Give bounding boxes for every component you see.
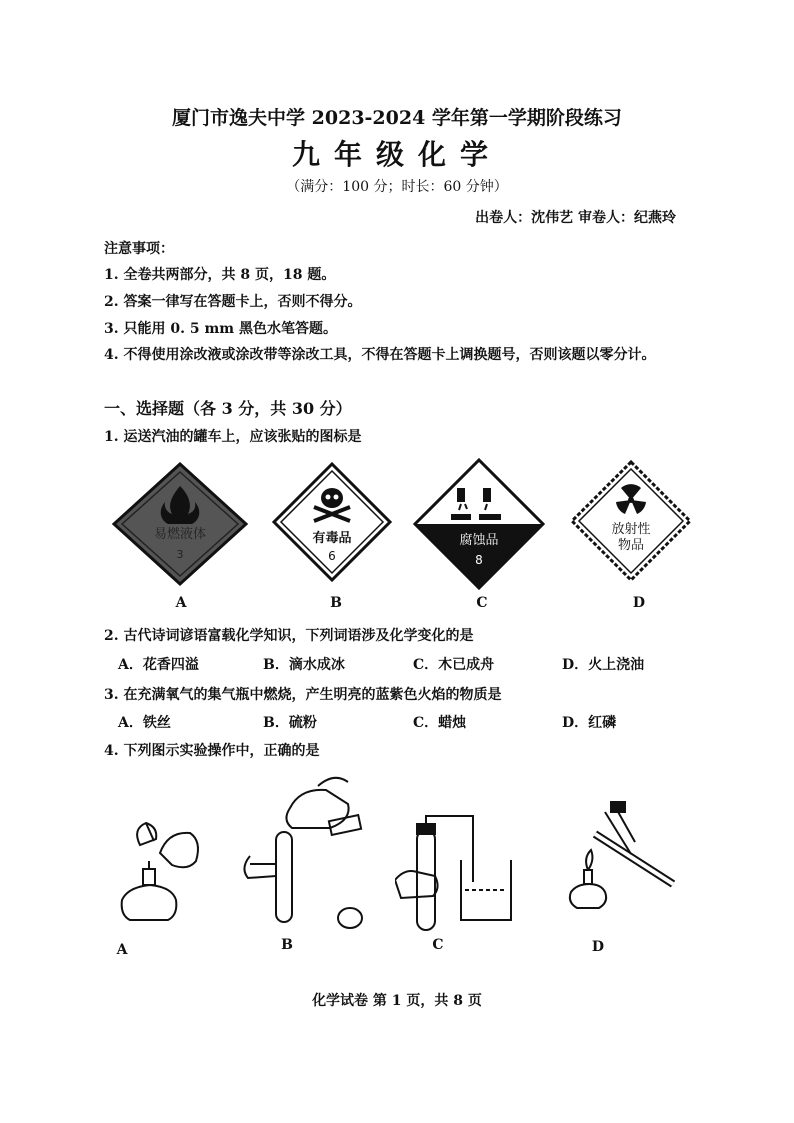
note-item-4: 4. 不得使用涂改液或涂改带等涂改工具，不得在答题卡上调换题号，否则该题以零分计。 [104, 347, 656, 363]
heating-test-tube-icon [570, 802, 673, 908]
exam-title: 厦门市逸夫中学 2023-2024 学年第一学期阶段练习 [172, 107, 622, 129]
choice-letter-b: B [330, 595, 342, 611]
question-3-option-b: B．硫粉 [263, 715, 317, 731]
notes-heading: 注意事项： [104, 241, 174, 257]
section-title: 一、选择题（各 3 分，共 30 分） [104, 399, 352, 418]
lab-figure-b [230, 768, 380, 938]
question-3-option-d: D．红磷 [562, 715, 617, 731]
figure-letter-b: B [281, 937, 293, 953]
lab-figure-c [395, 810, 530, 935]
choice-letter-a: A [175, 595, 187, 611]
figure-letter-a: A [116, 942, 128, 958]
test-tube-pouring-icon [244, 778, 362, 928]
note-item-2: 2. 答案一律写在答题卡上，否则不得分。 [104, 294, 362, 310]
sign-label: 有毒品 [312, 531, 352, 546]
sign-number: 3 [176, 548, 184, 561]
sign-corrosive [413, 458, 545, 590]
sign-number: 8 [475, 553, 483, 567]
exam-authors: 出卷人：沈伟艺 审卷人：纪燕玲 [475, 210, 676, 226]
question-3-stem: 3. 在充满氧气的集气瓶中燃烧，产生明亮的蓝紫色火焰的物质是 [104, 687, 502, 703]
question-2-option-b: B．滴水成冰 [263, 657, 345, 673]
exam-subtitle: 九年级化学 [291, 138, 502, 171]
choice-letter-d: D [632, 595, 646, 611]
page-footer: 化学试卷 第 1 页，共 8 页 [312, 993, 482, 1009]
choice-letter-c: C [476, 595, 488, 611]
question-2-option-a: A．花香四溢 [118, 657, 199, 673]
question-2-option-d: D．火上浇油 [562, 657, 645, 673]
figure-letter-d: D [591, 939, 605, 955]
sign-toxic [272, 462, 392, 582]
exam-meta: （满分：100 分；时长：60 分钟） [286, 179, 508, 195]
sign-label-line2: 物品 [617, 538, 645, 553]
question-3-option-a: A．铁丝 [118, 715, 171, 731]
sign-flammable-liquid [110, 462, 250, 587]
sign-label: 易燃液体 [153, 527, 207, 542]
sign-label-line1: 放射性 [611, 522, 651, 537]
question-3-option-c: C．蜡烛 [413, 715, 467, 731]
airtightness-check-icon [395, 816, 511, 930]
question-1-stem: 1. 运送汽油的罐车上，应该张贴的图标是 [104, 429, 362, 445]
lab-figure-d [555, 800, 695, 920]
question-2-stem: 2. 古代诗词谚语富载化学知识，下列词语涉及化学变化的是 [104, 628, 474, 644]
sign-number: 6 [328, 549, 336, 563]
sign-radioactive [570, 460, 692, 582]
sign-label: 腐蚀品 [459, 533, 499, 548]
alcohol-lamp-icon [122, 823, 198, 920]
note-item-3: 3. 只能用 0. 5 mm 黑色水笔答题。 [104, 321, 337, 337]
note-item-1: 1. 全卷共两部分，共 8 页，18 题。 [104, 267, 336, 283]
question-4-stem: 4. 下列图示实验操作中，正确的是 [104, 743, 320, 759]
question-2-option-c: C．木已成舟 [413, 657, 495, 673]
lab-figure-a [110, 805, 210, 925]
figure-letter-c: C [432, 937, 444, 953]
